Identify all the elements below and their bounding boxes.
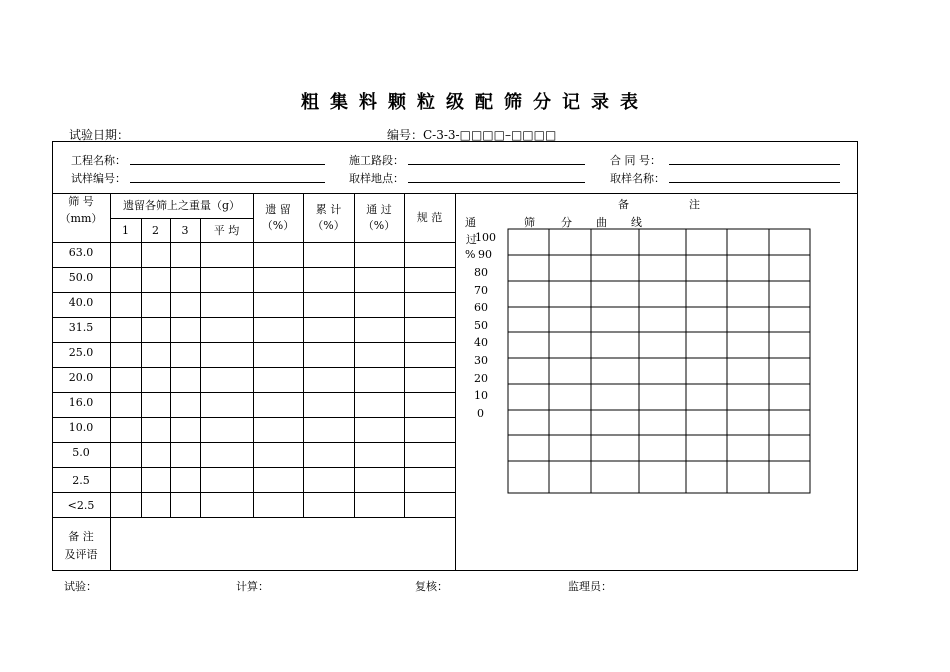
sieve-header: 筛 号 [68, 195, 94, 208]
retained-pct-unit: （%） [261, 219, 295, 232]
sieve-size: 25.0 [68, 346, 94, 359]
section-line[interactable] [408, 164, 585, 165]
sample-no-line[interactable] [130, 182, 325, 183]
project-name-label: 工程名称： [71, 154, 126, 167]
retained-weight-header: 遗留各筛上之重量（g） [122, 199, 241, 212]
contract-no-line[interactable] [669, 164, 840, 165]
form-number: 编号：C-3-3-□□□□–□□□□ [387, 128, 557, 142]
y-tick: 70 [474, 284, 488, 297]
sample-name-label: 取样名称： [610, 172, 665, 185]
contract-no-label: 合 同 号： [610, 154, 661, 167]
section-label: 施工路段： [349, 154, 404, 167]
y-tick: 0 [477, 407, 484, 420]
project-name-line[interactable] [130, 164, 325, 165]
sieve-size: 20.0 [68, 371, 94, 384]
spec-header: 规 范 [416, 211, 443, 224]
remarks-label: 备 注 [68, 530, 94, 543]
sieve-size: 50.0 [68, 271, 94, 284]
y-axis-label-pct: % [465, 248, 476, 261]
col-2-header: 2 [152, 224, 159, 237]
curve-title-char: 曲 [596, 216, 607, 229]
retained-pct-header: 遗 留 [265, 203, 291, 216]
footer-review: 复核： [415, 580, 448, 593]
sieve-size: 5.0 [72, 446, 90, 459]
y-tick: 90 [478, 248, 492, 261]
page-title: 粗集料颗粒级配筛分记录表 [301, 92, 649, 113]
sample-site-label: 取样地点： [349, 172, 404, 185]
y-tick: 60 [474, 301, 488, 314]
y-tick: 10 [474, 389, 488, 402]
cumulative-unit: （%） [312, 219, 345, 232]
sieve-unit: （mm） [59, 212, 103, 225]
sample-name-line[interactable] [669, 182, 840, 183]
sieve-size: 40.0 [68, 296, 94, 309]
sieve-size: <2.5 [67, 499, 95, 512]
sieve-size: 10.0 [68, 421, 94, 434]
col-1-header: 1 [122, 224, 129, 237]
col-3-header: 3 [181, 224, 189, 237]
chart-remarks-heading: 备 [618, 198, 629, 211]
y-tick: 30 [474, 354, 488, 367]
grading-curve-grid[interactable] [507, 228, 812, 495]
y-axis-label-guo: 过 [466, 233, 477, 246]
y-tick: 40 [474, 336, 488, 349]
footer-test: 试验： [64, 580, 97, 593]
y-tick: 80 [474, 266, 488, 279]
passing-header: 通 过 [366, 203, 392, 216]
footer-calc: 计算： [236, 580, 269, 593]
curve-title-char: 分 [561, 216, 572, 229]
curve-title-char: 筛 [524, 216, 535, 229]
sieve-size: 16.0 [68, 396, 94, 409]
y-tick: 100 [475, 231, 496, 244]
sieve-size: 63.0 [68, 246, 94, 259]
footer-supervisor: 监理员： [568, 580, 612, 593]
sample-no-label: 试样编号： [71, 172, 126, 185]
sieve-size: 31.5 [68, 321, 94, 334]
sieve-size: 2.5 [72, 474, 90, 487]
y-tick: 20 [474, 372, 488, 385]
test-date-label: 试验日期： [69, 128, 130, 142]
avg-header: 平 均 [213, 224, 240, 237]
chart-remarks-heading-2: 注 [689, 198, 700, 211]
passing-unit: （%） [362, 219, 396, 232]
curve-title-char: 线 [631, 216, 642, 229]
cumulative-header: 累 计 [315, 203, 342, 216]
remarks-label-2: 及评语 [64, 548, 98, 561]
sample-site-line[interactable] [408, 182, 585, 183]
curve-title-char: 通 [465, 216, 476, 229]
y-tick: 50 [474, 319, 488, 332]
